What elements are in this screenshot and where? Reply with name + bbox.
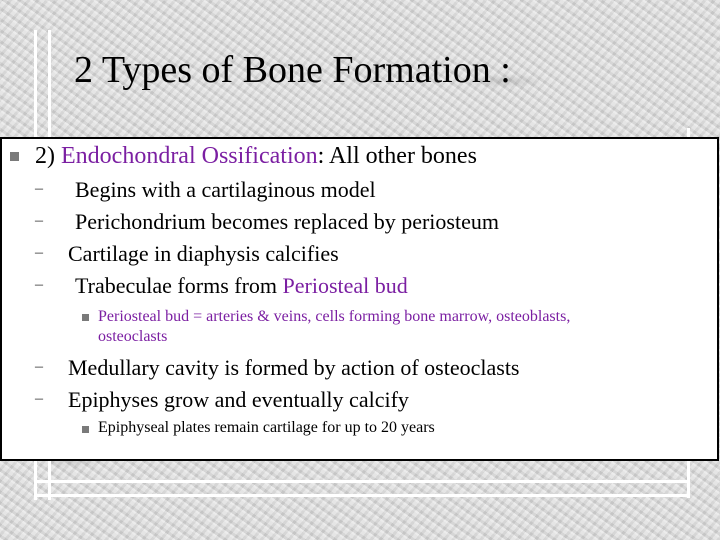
periosteal-note-line1: Periosteal bud = arteries & veins, cells forming bone marrow, osteoblasts, xyxy=(98,308,571,325)
step-item: Begins with a cartilaginous model xyxy=(75,177,376,202)
dash-bullet-icon: – xyxy=(35,244,43,261)
main-point xyxy=(35,143,477,170)
dash-bullet-icon: – xyxy=(35,180,43,197)
later-step-item: Epiphyses grow and eventually calcify xyxy=(68,387,409,412)
dash-bullet-icon: – xyxy=(35,358,43,375)
periosteal-note-line2: osteoclasts xyxy=(98,328,168,345)
step-item: Perichondrium becomes replaced by periosteum xyxy=(75,209,499,234)
main-point-suffix: : All other bones xyxy=(317,143,477,169)
dash-bullet-icon: – xyxy=(35,390,43,407)
later-step-item: Medullary cavity is formed by action of osteoclasts xyxy=(68,355,520,380)
square-bullet-icon xyxy=(82,314,89,321)
trabeculae-highlight: Periosteal bud xyxy=(282,273,408,298)
main-point-highlight: Endochondral Ossification xyxy=(61,143,318,169)
step-item: Cartilage in diaphysis calcifies xyxy=(68,241,339,266)
dash-bullet-icon: – xyxy=(35,212,43,229)
slide-title: 2 Types of Bone Formation : xyxy=(74,49,511,91)
square-bullet-icon xyxy=(82,426,89,433)
dash-bullet-icon: – xyxy=(35,276,43,293)
square-bullet-icon xyxy=(10,152,19,161)
content-box xyxy=(0,137,719,461)
decorative-frame-inner xyxy=(48,30,51,110)
epiphyseal-note: Epiphyseal plates remain cartilage for up to 20 years xyxy=(98,419,435,436)
decorative-frame-horizontal xyxy=(34,480,690,497)
step-item-trabeculae xyxy=(75,273,408,299)
trabeculae-text: Trabeculae forms from xyxy=(75,273,283,298)
main-point-prefix: 2) xyxy=(35,143,61,169)
